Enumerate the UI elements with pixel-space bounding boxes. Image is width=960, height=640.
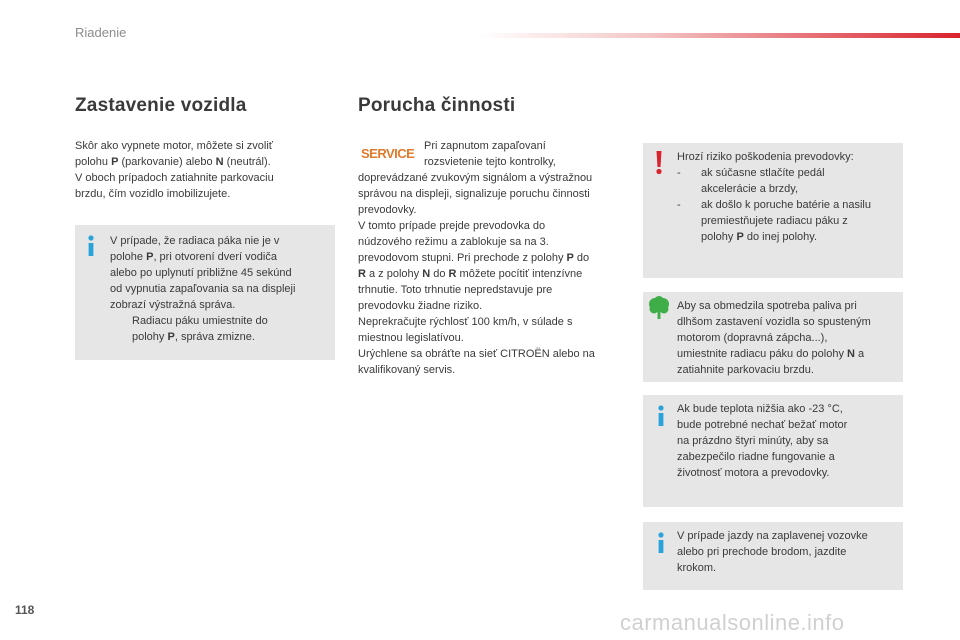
text-line: V prípade, že radiaca páka nie je v bbox=[110, 235, 280, 247]
text-line: Radiacu páku umiestnite do bbox=[132, 315, 268, 327]
eco-box-text bbox=[677, 298, 901, 378]
text-line: zabezpečilo riadne fungovanie a bbox=[677, 451, 835, 463]
exclamation-icon bbox=[653, 151, 665, 175]
info-box-gear-warning-text bbox=[110, 233, 332, 345]
eco-tree-icon bbox=[648, 296, 670, 320]
text-line: alebo pri prechode brodom, jazdite bbox=[677, 546, 847, 558]
watermark: carmanualsonline.info bbox=[620, 610, 845, 635]
warning-box-text bbox=[677, 149, 901, 245]
text-line: prevodovku žiadne riziko. bbox=[358, 300, 483, 312]
bullet-item bbox=[110, 313, 332, 345]
text-line: Aby sa obmedzila spotreba paliva pri bbox=[677, 300, 857, 312]
text-line: Pri zapnutom zapaľovaní bbox=[424, 140, 546, 152]
eco-box-fuel bbox=[643, 292, 903, 382]
malfunction-text bbox=[358, 138, 626, 378]
text-line: miestnou legislatívou. bbox=[358, 332, 464, 344]
service-warning-icon: SERVICE bbox=[361, 146, 415, 161]
text-line: kvalifikovaný servis. bbox=[358, 364, 456, 376]
text-line: zobrazí výstražná správa. bbox=[110, 299, 236, 311]
list-dash: - bbox=[677, 167, 681, 179]
text-line: polohy P, správa zmizne. bbox=[132, 331, 255, 343]
list-dash: - bbox=[677, 199, 681, 211]
text-line: rozsvietenie tejto kontrolky, bbox=[424, 156, 556, 168]
cold-box-text bbox=[677, 401, 901, 481]
text-line: polohu P (parkovanie) alebo N (neutrál). bbox=[75, 156, 271, 168]
stopping-intro bbox=[75, 138, 325, 202]
text-line: Skôr ako vypnete motor, môžete si zvoliť bbox=[75, 140, 273, 152]
malfunction-lines bbox=[358, 138, 626, 378]
warning-list-item bbox=[677, 197, 901, 245]
bullet-lines bbox=[132, 313, 332, 345]
text-line: R a z polohy N do R môžete pocítiť intenzívne bbox=[358, 268, 583, 280]
text-line: Ak bude teplota nižšia ako -23 °C, bbox=[677, 403, 843, 415]
text-line: od vypnutia zapaľovania sa na displeji bbox=[110, 283, 296, 295]
flood-box-text bbox=[677, 528, 901, 576]
text-line: V oboch prípadoch zatiahnite parkovaciu bbox=[75, 172, 274, 184]
warning-intro: Hrozí riziko poškodenia prevodovky: bbox=[677, 151, 854, 163]
warning-list-item bbox=[677, 165, 901, 197]
text-line: ak súčasne stlačíte pedál bbox=[701, 167, 825, 179]
heading-stopping-vehicle: Zastavenie vozidla bbox=[75, 95, 247, 116]
text-line: V tomto prípade prejde prevodovka do bbox=[358, 220, 546, 232]
text-line: polohe P, pri otvorení dverí vodiča bbox=[110, 251, 277, 263]
info-box-gear-bullet bbox=[110, 313, 332, 345]
info-box-flooded-road bbox=[643, 522, 903, 590]
info-box-cold-temperature bbox=[643, 395, 903, 507]
text-line: doprevádzané zvukovým signálom a výstražnou bbox=[358, 172, 593, 184]
flood-lines bbox=[677, 528, 901, 576]
text-line: núdzového režimu a zablokuje sa na 3. bbox=[358, 236, 549, 248]
text-line: Urýchlene sa obráťte na sieť CITROËN alebo na bbox=[358, 348, 595, 360]
text-line: zatiahnite parkovaciu brzdu. bbox=[677, 364, 814, 376]
text-line: prevodovom stupni. Pri prechode z polohy P do bbox=[358, 252, 590, 264]
text-line: Neprekračujte rýchlosť 100 km/h, v súlade s bbox=[358, 316, 573, 328]
text-line: správou na displeji, signalizuje poruchu činnosti bbox=[358, 188, 590, 200]
page-number: 118 bbox=[15, 603, 35, 617]
info-box-gear-lines bbox=[110, 233, 332, 313]
text-line: polohy P do inej polohy. bbox=[701, 231, 818, 243]
text-line: premiestňujete radiacu páku z bbox=[701, 215, 848, 227]
text-line: krokom. bbox=[677, 562, 717, 574]
text-line: brzdu, čím vozidlo imobilizujete. bbox=[75, 188, 231, 200]
text-line: alebo po uplynutí približne 45 sekúnd bbox=[110, 267, 292, 279]
text-line: bude potrebné nechať bežať motor bbox=[677, 419, 848, 431]
text-line: prevodovky. bbox=[358, 204, 417, 216]
header-title: Riadenie bbox=[75, 25, 127, 40]
text-line: motorom (dopravná zápcha...), bbox=[677, 332, 828, 344]
text-line: V prípade jazdy na zaplavenej vozovke bbox=[677, 530, 868, 542]
cold-lines bbox=[677, 401, 901, 481]
warning-list bbox=[677, 165, 901, 245]
eco-lines bbox=[677, 298, 901, 378]
warning-box-damage-risk bbox=[643, 143, 903, 278]
info-icon bbox=[656, 405, 666, 427]
info-icon bbox=[656, 532, 666, 554]
text-line: dlhšom zastavení vozidla so spusteným bbox=[677, 316, 871, 328]
text-line: akcelerácie a brzdy, bbox=[701, 183, 799, 195]
stopping-intro-lines bbox=[75, 138, 325, 202]
heading-malfunction: Porucha činnosti bbox=[358, 95, 516, 116]
text-line: na prázdno štyri minúty, aby sa bbox=[677, 435, 829, 447]
info-box-gear-warning bbox=[75, 225, 335, 360]
text-line: trhnutie. Toto trhnutie nepredstavuje pre bbox=[358, 284, 553, 296]
header-accent-bar bbox=[480, 33, 960, 38]
text-line: životnosť motora a prevodovky. bbox=[677, 467, 830, 479]
text-line: umiestnite radiacu páku do polohy N a bbox=[677, 348, 865, 360]
info-icon bbox=[86, 235, 96, 257]
text-line: ak došlo k poruche batérie a nasilu bbox=[701, 199, 871, 211]
